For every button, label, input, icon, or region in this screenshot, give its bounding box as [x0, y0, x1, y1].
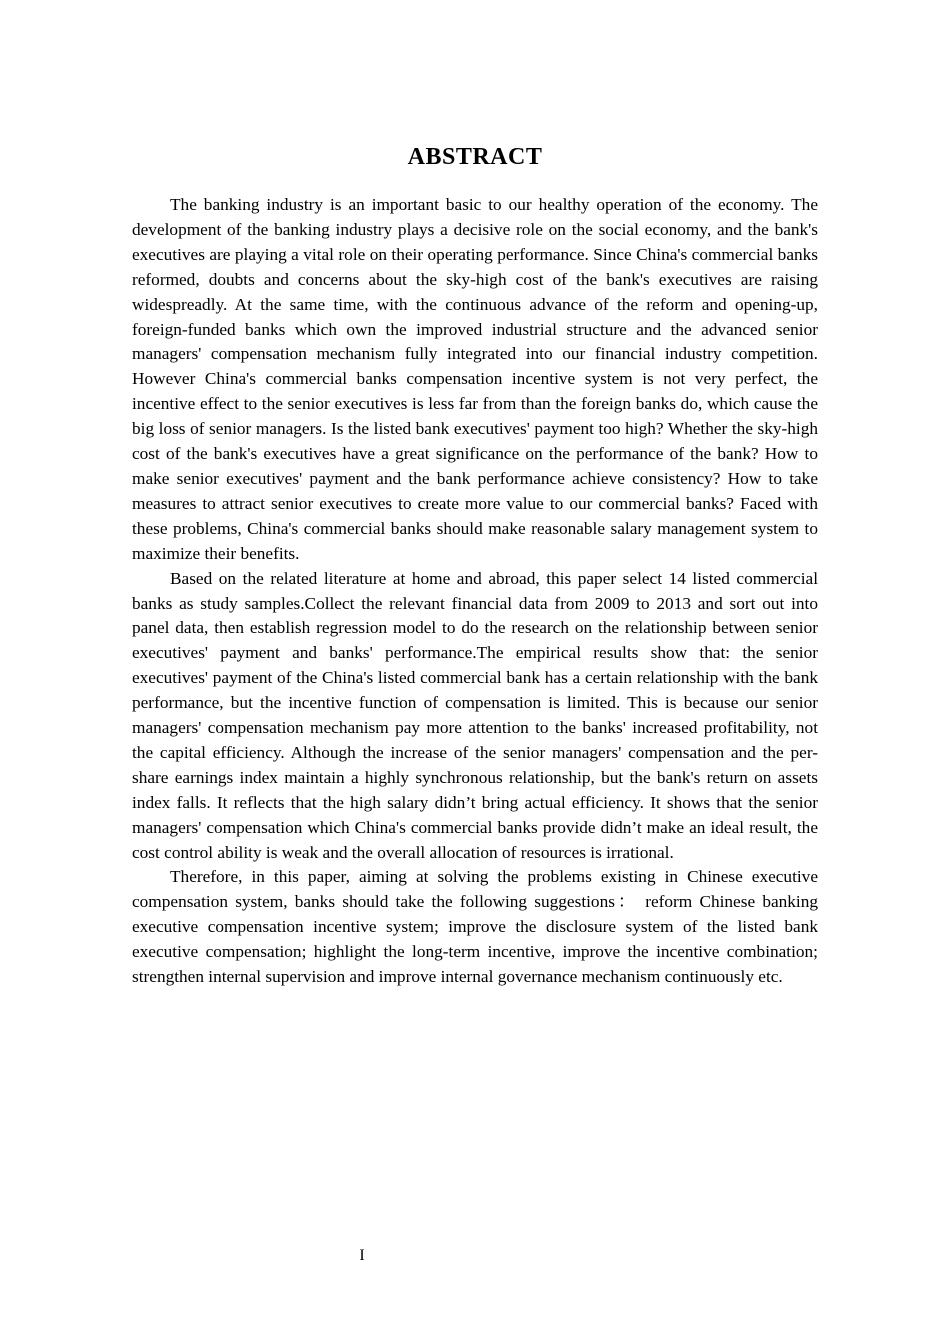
abstract-paragraph-2: Based on the related literature at home and abroad, this paper select 14 listed commercial banks as study samples.Collect the relevant financial data from 2009 to 2013 and sort out into panel data, then establish regression model to do the research on the relationship between senior executives' payment and banks' performance.The empirical results show that: the senior executives' payment of the China's listed commercial bank has a certain relationship with the bank performance, but the incentive function of compensation is limited. This is because our senior managers' compensation mechanism pay more attention to the banks' increased profitability, not the capital efficiency. Although the increase of the senior managers' compensation and the per-share earnings index maintain a highly synchronous relationship, but the bank's return on assets index falls. It reflects that the high salary didn’t bring actual efficiency. It shows that the senior managers' compensation which China's commercial banks provide didn’t make an ideal result, the cost control ability is weak and the overall allocation of resources is irrational.	[132, 568, 818, 862]
page-number: I	[359, 1247, 365, 1264]
abstract-paragraph-1: The banking industry is an important basic to our healthy operation of the economy. The development of the banking industry plays a decisive role on the social economy, and the bank's executives are playing a vital role on their operating performance. Since China's commercial banks reformed, doubts and concerns about the sky-high cost of the bank's executives are raising widespreadly. At the same time, with the continuous advance of the reform and opening-up, foreign-funded banks which own the improved industrial structure and the advanced senior managers' compensation mechanism fully integrated into our financial industry competition. However China's commercial banks compensation incentive system is not very perfect, the incentive effect to the senior executives is less far from than the foreign banks do, which cause the big loss of senior managers. Is the listed bank executives' payment too high? Whether the sky-high cost of the bank's executives have a great significance on the performance of the bank? How to make senior executives' payment and the bank performance achieve consistency? How to take measures to attract senior executives to create more value to our commercial banks? Faced with these problems, China's commercial banks should make reasonable salary management system to maximize their benefits.	[132, 195, 818, 563]
abstract-body	[132, 193, 818, 990]
page-title: ABSTRACT	[407, 144, 543, 171]
abstract-paragraph-3: Therefore, in this paper, aiming at solving the problems existing in Chinese executive compensation system, banks should take the following suggestions： reform Chinese banking executive compensation incentive system; improve the disclosure system of the listed bank executive compensation; highlight the long-term incentive, improve the incentive combination; strengthen internal supervision and improve internal governance mechanism continuously etc.	[132, 867, 818, 987]
